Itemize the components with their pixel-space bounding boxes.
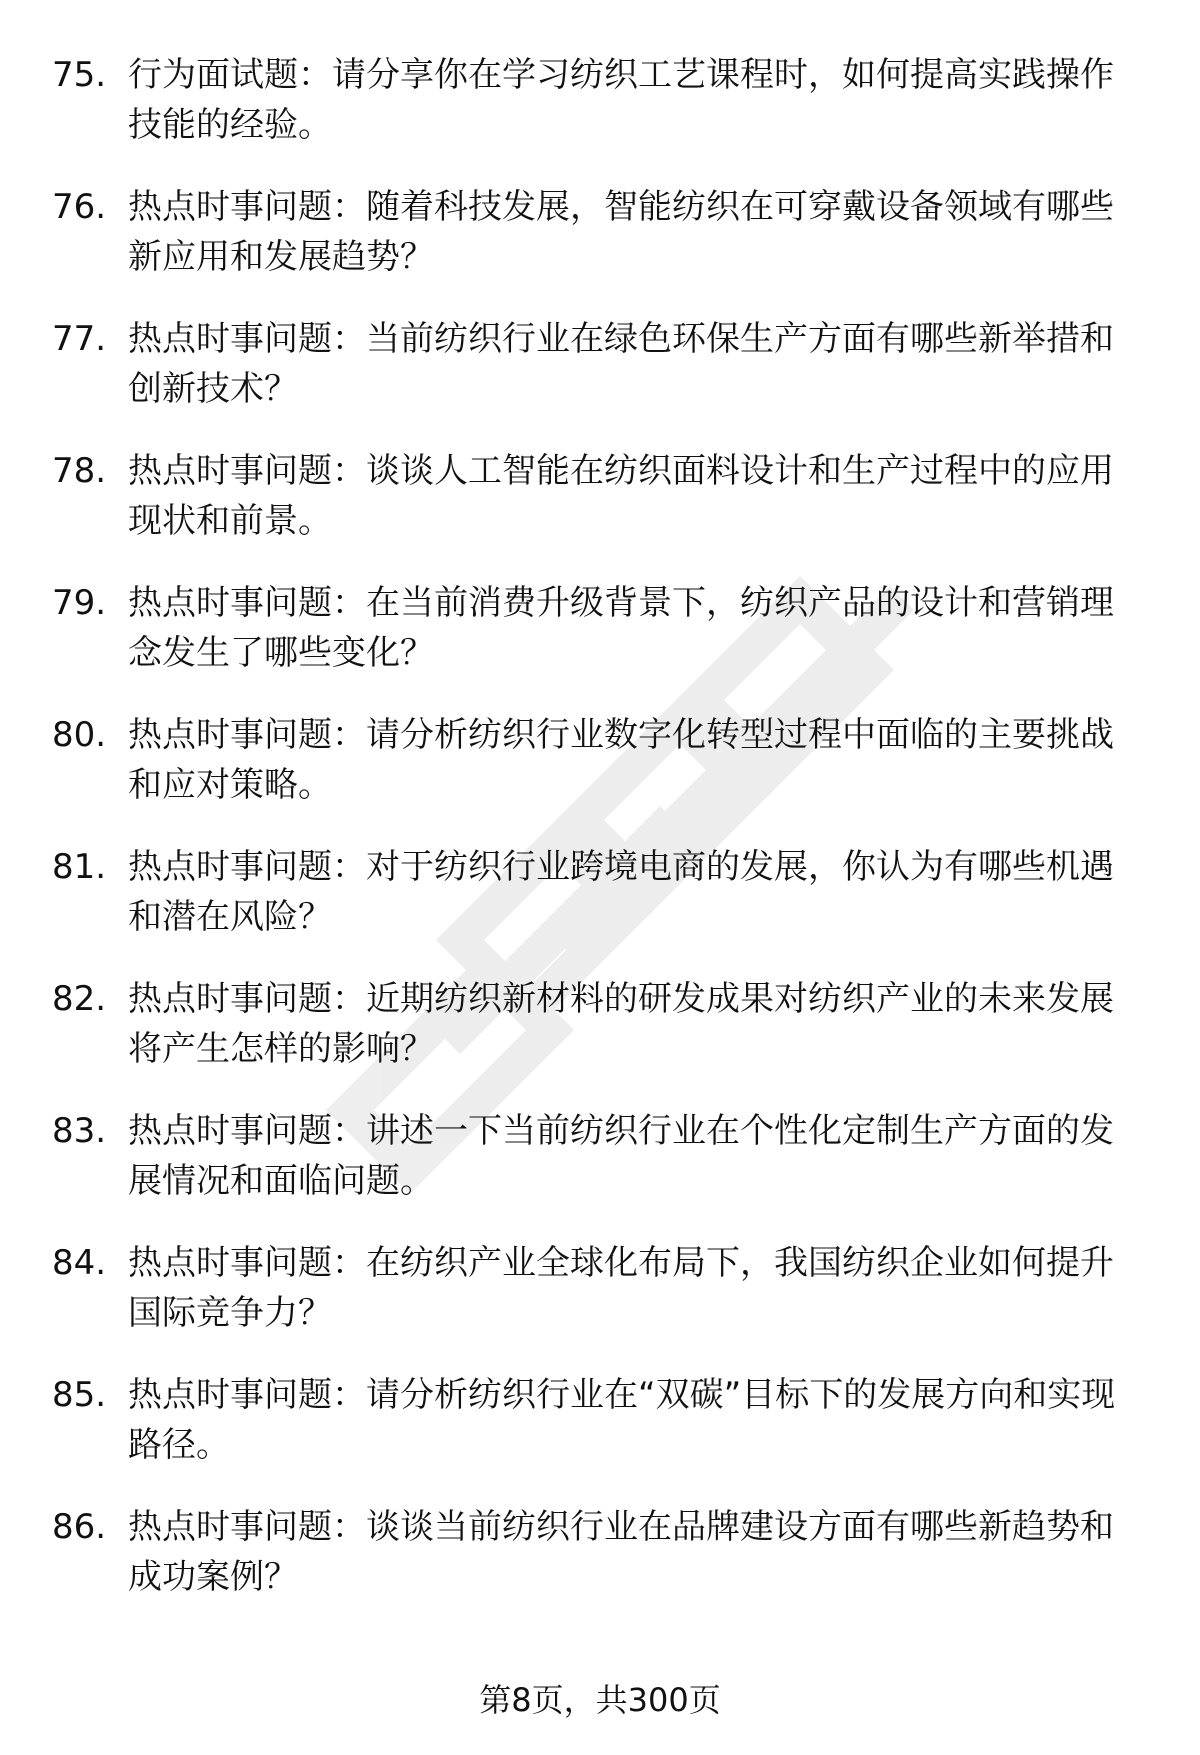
question-text: 热点时事问题：讲述一下当前纺织行业在个性化定制生产方面的发展情况和面临问题。: [128, 1111, 1114, 1201]
question-item: [0, 1370, 1200, 1480]
question-text: 行为面试题：请分享你在学习纺织工艺课程时，如何提高实践操作技能的经验。: [128, 55, 1114, 145]
question-list: [0, 50, 1200, 1634]
question-text: 热点时事问题：随着科技发展，智能纺织在可穿戴设备领域有哪些新应用和发展趋势？: [128, 187, 1114, 277]
question-text: 热点时事问题：近期纺织新材料的研发成果对纺织产业的未来发展将产生怎样的影响？: [128, 979, 1114, 1069]
question-number: 83.: [52, 1111, 107, 1151]
question-number: 76.: [52, 187, 107, 227]
question-number: 81.: [52, 847, 107, 887]
question-item: [0, 710, 1200, 820]
question-number: 80.: [52, 715, 107, 755]
question-item: [0, 1502, 1200, 1612]
question-text: 热点时事问题：当前纺织行业在绿色环保生产方面有哪些新举措和创新技术？: [128, 319, 1114, 409]
question-item: [0, 578, 1200, 688]
question-item: [0, 446, 1200, 556]
question-text: 热点时事问题：对于纺织行业跨境电商的发展，你认为有哪些机遇和潜在风险？: [128, 847, 1114, 937]
question-item: [0, 182, 1200, 292]
question-text: 热点时事问题：谈谈人工智能在纺织面料设计和生产过程中的应用现状和前景。: [128, 451, 1114, 541]
question-number: 75.: [52, 55, 107, 95]
question-text: 热点时事问题：谈谈当前纺织行业在品牌建设方面有哪些新趋势和成功案例？: [128, 1507, 1114, 1597]
question-item: [0, 314, 1200, 424]
question-text: 热点时事问题：请分析纺织行业数字化转型过程中面临的主要挑战和应对策略。: [128, 715, 1114, 805]
question-item: [0, 1106, 1200, 1216]
question-text: 热点时事问题：在当前消费升级背景下，纺织产品的设计和营销理念发生了哪些变化？: [128, 583, 1114, 673]
question-number: 77.: [52, 319, 107, 359]
question-item: [0, 842, 1200, 952]
question-item: [0, 974, 1200, 1084]
question-number: 79.: [52, 583, 107, 623]
question-text: 热点时事问题：请分析纺织行业在“双碳”目标下的发展方向和实现路径。: [128, 1375, 1116, 1465]
page-indicator: 第8页，共300页: [479, 1681, 721, 1719]
question-text: 热点时事问题：在纺织产业全球化布局下，我国纺织企业如何提升国际竞争力？: [128, 1243, 1114, 1333]
question-number: 78.: [52, 451, 107, 491]
question-number: 86.: [52, 1507, 107, 1547]
question-item: [0, 50, 1200, 160]
question-number: 84.: [52, 1243, 107, 1283]
question-number: 82.: [52, 979, 107, 1019]
question-number: 85.: [52, 1375, 107, 1415]
question-item: [0, 1238, 1200, 1348]
